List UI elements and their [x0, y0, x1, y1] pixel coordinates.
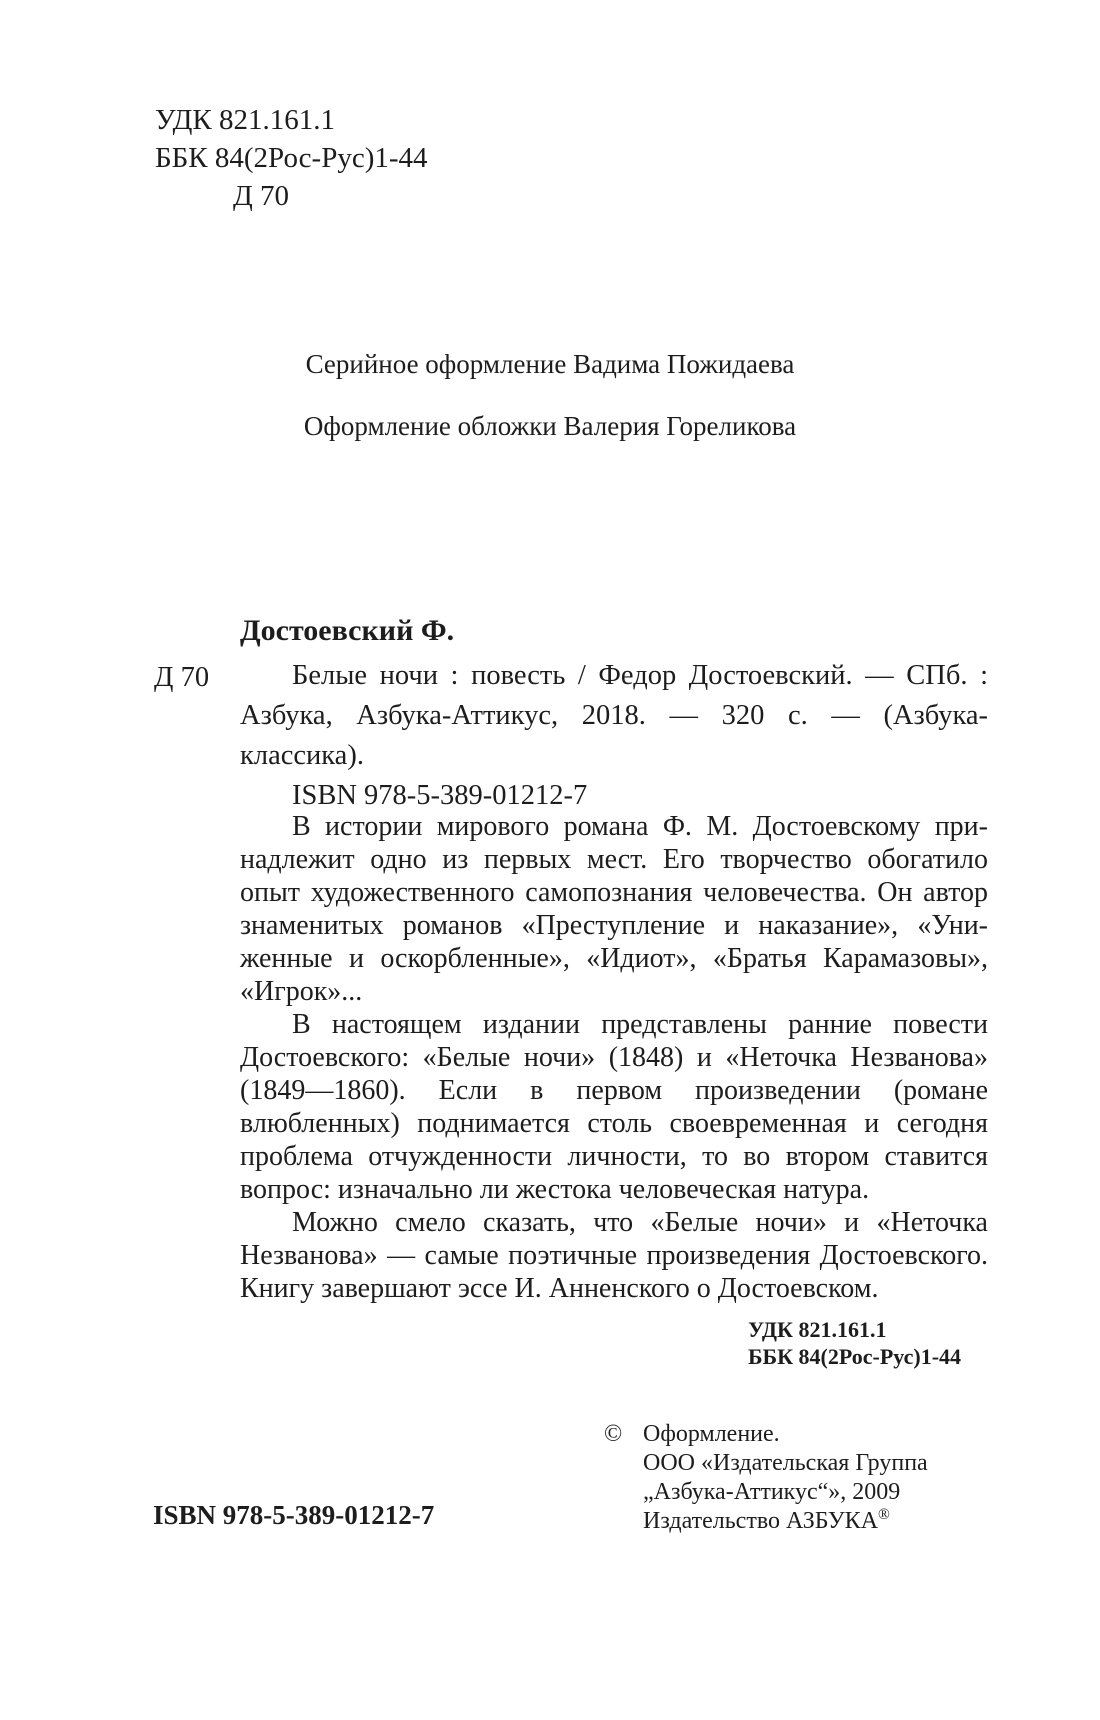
copyright-line: Оформление. — [643, 1421, 780, 1447]
copyright-line: ООО «Издательская Группа — [643, 1450, 928, 1476]
catalog-author: Достоевский Ф. — [240, 614, 455, 647]
annotation-paragraph: Можно смело сказать, что «Белые ночи» и «Неточка Незванова» — самые поэтичные произведения Достоевского. Книгу завершают эссе И. Анненского о Достоевском. — [240, 1207, 988, 1304]
classification-bbk: ББК 84(2Рос-Рус)1-44 — [748, 1344, 962, 1369]
annotation-paragraph: В истории мирового романа Ф. М. Достоевскому принадлежит одно из первых мест. Его творчество обогатило опыт художественного самопознания человечества. Он автор знаменитых романов «Преступление и наказание», «Униженные и оскорбленные», «Идиот», «Братья Карамазовы», «Игрок»... — [240, 811, 988, 1007]
author-sign-code: Д 70 — [233, 180, 290, 212]
classification-block — [748, 1316, 961, 1370]
catalog-card — [154, 656, 988, 816]
copyright-lines — [643, 1420, 928, 1536]
copyright-line: „Азбука-Аттикус“», 2009 — [643, 1479, 901, 1505]
annotation-block — [240, 810, 988, 1305]
isbn-bottom: ISBN 978-5-389-01212-7 — [153, 1500, 435, 1530]
top-classification-block — [155, 101, 428, 215]
annotation-paragraph: В настоящем издании представлены ранние повести Достоевского: «Белые ночи» (1848) и «Неточка Незванова» (1849—1860). Если в первом произведении (романе влюбленных) поднимается столь своевременная и сегодня проблема отчужденности личности, то во втором ставится вопрос: изначально ли жестока человеческая натура. — [240, 1009, 988, 1205]
series-design-credit: Серийное оформление Вадима Пожидаева — [305, 349, 795, 379]
copyright-symbol: © — [604, 1421, 623, 1447]
registered-trademark-icon: ® — [878, 1506, 890, 1523]
publisher-name: Издательство АЗБУКА — [643, 1508, 879, 1534]
copyright-line — [643, 1507, 928, 1536]
classification-udk: УДК 821.161.1 — [748, 1317, 887, 1342]
design-credits — [0, 349, 1100, 441]
udk-code: УДК 821.161.1 — [155, 104, 335, 136]
cover-design-credit: Оформление обложки Валерия Гореликова — [303, 411, 797, 441]
catalog-isbn: ISBN 978-5-389-01212-7 — [292, 780, 588, 811]
bbk-code: ББК 84(2Рос-Рус)1-44 — [155, 142, 428, 174]
catalog-code: Д 70 — [154, 662, 210, 693]
copyright-block — [604, 1420, 928, 1536]
catalog-description: Белые ночи : повесть / Федор Достоевский. — СПб. : Азбука, Азбука-Аттикус, 2018. — 320 с. — (Азбука-классика). — [240, 660, 988, 771]
